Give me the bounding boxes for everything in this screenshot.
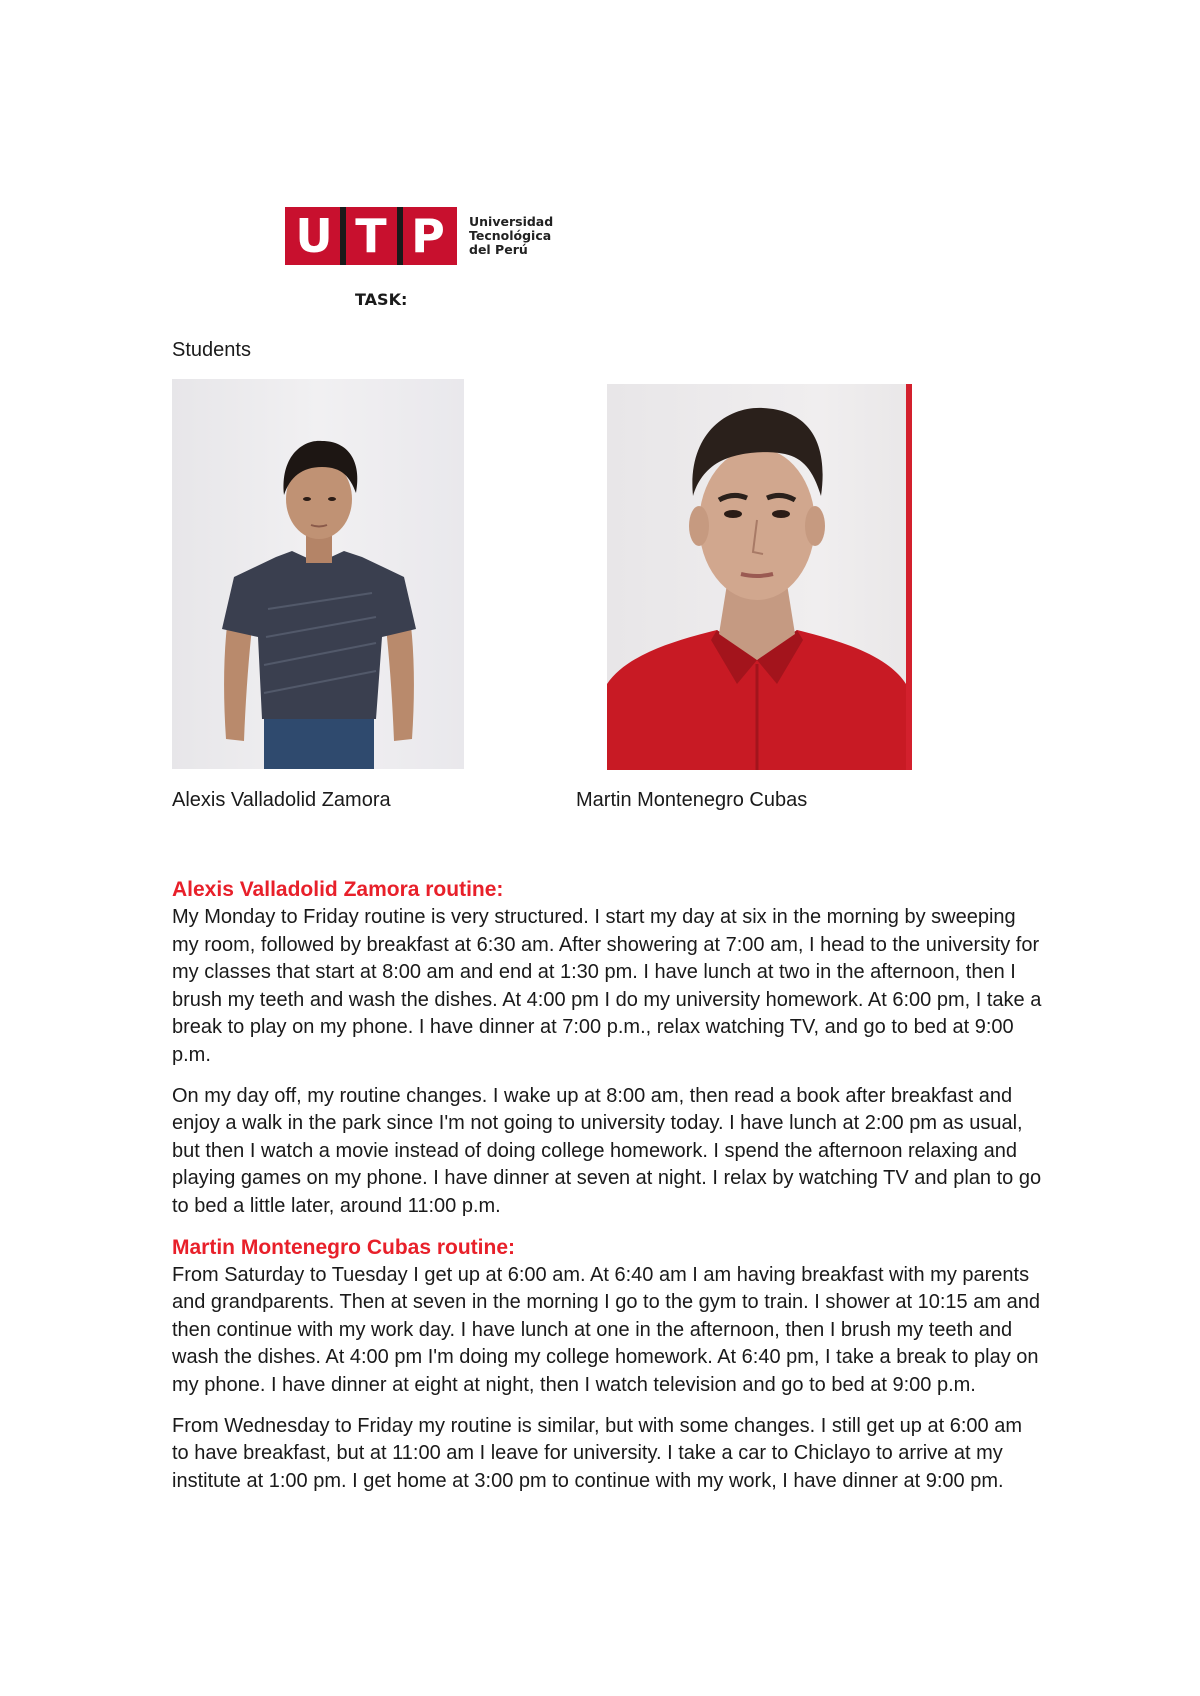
university-name <box>469 215 553 257</box>
utp-logo <box>285 207 553 265</box>
utp-logo-mark <box>285 207 457 265</box>
logo-letter-p: P <box>411 209 445 263</box>
section-title-martin: Martin Montenegro Cubas routine: <box>172 1235 515 1259</box>
routine-content <box>172 876 1042 1508</box>
paragraph: My Monday to Friday routine is very structured. I start my day at six in the morning by sweeping my room, followed by breakfast at 6:30 am. After showering at 7:00 am, I head to the university for my classes that start at 8:00 am and end at 1:30 pm. I have lunch at two in the afternoon, then I brush my teeth and wash the dishes. At 4:00 pm I do my university homework. At 6:00 pm, I take a break to play on my phone. I have dinner at 7:00 p.m., relax watching TV, and go to bed at 9:00 p.m. <box>172 906 1042 1066</box>
university-name-line: Tecnológica <box>469 228 552 243</box>
logo-letter-u: U <box>295 209 333 263</box>
university-name-line: Universidad <box>469 214 554 229</box>
paragraph: From Wednesday to Friday my routine is similar, but with some changes. I still get up at 6:00 am to have breakfast, but at 11:00 am I leave for university. I take a car to Chiclayo to arrive at my institute at 1:00 pm. I get home at 3:00 pm to continue with my work, I have dinner at 9:00 pm. <box>172 1414 1022 1492</box>
student-name-caption: Martin Montenegro Cubas <box>576 789 808 811</box>
paragraph: From Saturday to Tuesday I get up at 6:00 am. At 6:40 am I am having breakfast with my parents and grandparents. Then at seven in the morning I go to the gym to train. I shower at 10:15 am and then continue with my work day. I have lunch at one in the afternoon, then I brush my teeth and wash the dishes. At 4:00 pm I'm doing my college homework. At 6:40 pm, I take a break to play on my phone. I have dinner at eight at night, then I watch television and go to bed at 9:00 p.m. <box>172 1263 1040 1396</box>
students-label: Students <box>172 339 251 361</box>
task-label: TASK: <box>355 290 408 309</box>
person-photo-illustration <box>607 384 912 770</box>
logo-letter-t: T <box>355 209 387 263</box>
person-photo-illustration <box>172 379 464 769</box>
student-name-caption: Alexis Valladolid Zamora <box>172 789 391 811</box>
university-name-line: del Perú <box>469 242 528 257</box>
student-photo-martin <box>607 384 912 770</box>
section-title-alexis: Alexis Valladolid Zamora routine: <box>172 878 504 901</box>
student-photo-alexis <box>172 379 464 769</box>
paragraph: On my day off, my routine changes. I wake up at 8:00 am, then read a book after breakfast and enjoy a walk in the park since I'm not going to university today. I have lunch at 2:00 pm as usual, but then I watch a movie instead of doing college homework. I spend the afternoon relaxing and playing games on my phone. I have dinner at seven at night. I relax by watching TV and plan to go to bed a little later, around 11:00 p.m. <box>172 1084 1042 1217</box>
